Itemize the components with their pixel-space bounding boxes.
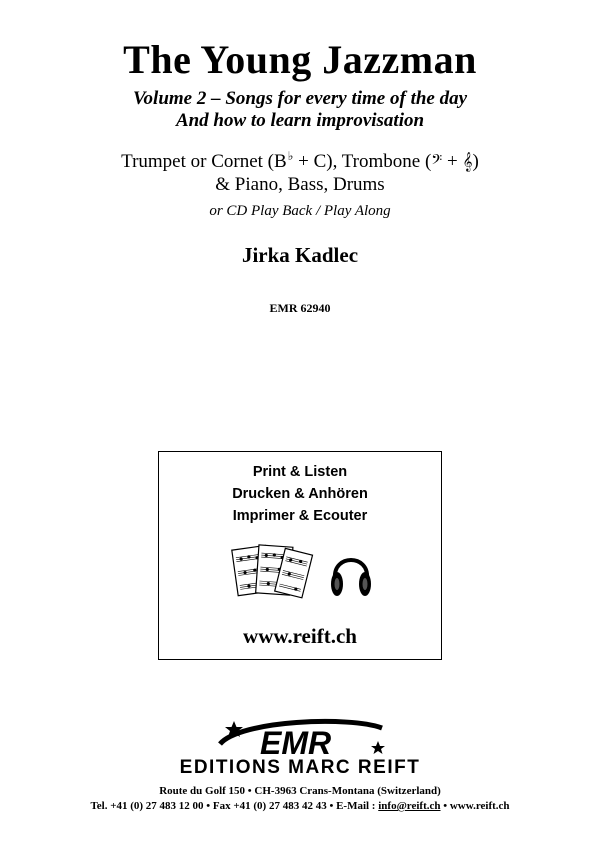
bass-clef-icon: 𝄢: [431, 152, 443, 172]
sheet-music-icon: [229, 542, 315, 604]
headphones-icon: [329, 544, 373, 602]
print-listen-fr: Imprimer & Ecouter: [232, 508, 368, 524]
contacts-phone-fax: Tel. +41 (0) 27 483 12 00 • Fax +41 (0) 27 483 42 43 • E-Mail :: [90, 800, 379, 812]
website-link[interactable]: www.reift.ch: [243, 624, 357, 648]
print-listen-en: Print & Listen: [252, 464, 348, 480]
emr-logo: [200, 716, 400, 762]
print-listen-box: [158, 451, 442, 660]
subtitle-line-1: Volume 2 – Songs for every time of the day: [132, 88, 468, 109]
instruments-close: ): [472, 151, 479, 172]
instruments-text-b: + C), Trombone (: [293, 151, 432, 172]
flat-symbol: ♭: [287, 149, 294, 163]
instruments-line-1: [0, 151, 600, 173]
instruments-line-2: & Piano, Bass, Drums: [215, 174, 385, 195]
publisher-contacts: [0, 800, 600, 812]
instruments-text-a: Trumpet or Cornet (B: [121, 151, 287, 172]
subtitle-line-2: And how to learn improvisation: [175, 110, 425, 131]
page-title: The Young Jazzman: [123, 37, 477, 82]
contacts-website[interactable]: • www.reift.ch: [440, 800, 510, 812]
composer-name: Jirka Kadlec: [241, 243, 359, 267]
print-listen-de: Drucken & Anhören: [232, 486, 368, 502]
playalong-note: or CD Play Back / Play Along: [209, 203, 391, 219]
catalog-number: EMR 62940: [269, 301, 331, 315]
treble-clef-icon: 𝄞: [462, 152, 473, 172]
publisher-name: EDITIONS MARC REIFT: [179, 757, 421, 778]
emr-logo-text: EMR: [260, 725, 332, 761]
publisher-address: Route du Golf 150 • CH-3963 Crans-Montana (Switzerland): [159, 785, 441, 797]
email-link[interactable]: info@reift.ch: [378, 800, 441, 812]
instruments-plus: +: [442, 151, 463, 172]
